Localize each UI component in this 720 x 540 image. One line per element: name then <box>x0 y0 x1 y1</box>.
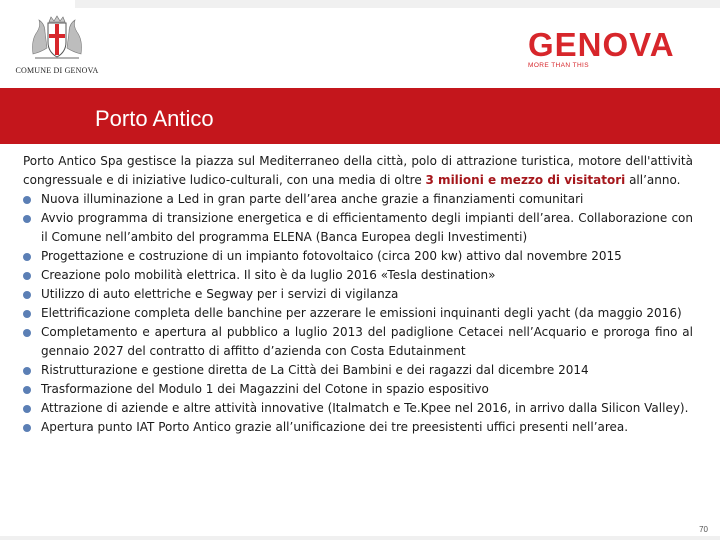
intro-text-end: all’anno. <box>625 173 681 187</box>
comune-label: COMUNE DI GENOVA <box>15 66 99 75</box>
bullet-list <box>23 190 693 437</box>
bullet-dot-icon <box>23 386 31 394</box>
header-strip <box>0 0 720 88</box>
intro-text-start: Porto Antico Spa gestisce la piazza sul Mediterraneo della città, polo di attrazione turistica, motore dell'attività congressuale e di iniziative ludico-culturali, con una media di oltre <box>23 154 693 187</box>
bullet-text: Ristrutturazione e gestione diretta de La Città dei Bambini e dei ragazzi dal dicembre 2014 <box>41 363 589 377</box>
bullet-dot-icon <box>23 329 31 337</box>
bullet-item <box>23 323 693 361</box>
bullet-text: Trasformazione del Modulo 1 dei Magazzini del Cotone in spazio espositivo <box>41 382 489 396</box>
bullet-text: Apertura punto IAT Porto Antico grazie all’unificazione dei tre preesistenti uffici presenti nell’area. <box>41 420 629 434</box>
bullet-text: Utilizzo di auto elettriche e Segway per i servizi di vigilanza <box>41 287 399 301</box>
bullet-item <box>23 285 693 304</box>
bullet-dot-icon <box>23 424 31 432</box>
bullet-text: Completamento e apertura al pubblico a luglio 2013 del padiglione Cetacei nell’Acquario e proroga fino al gennaio 2027 del contratto di affitto d’azienda con Costa Edutainment <box>41 325 693 358</box>
bullet-dot-icon <box>23 291 31 299</box>
bullet-item <box>23 247 693 266</box>
bullet-item <box>23 304 693 323</box>
bullet-item <box>23 361 693 380</box>
title-band <box>0 88 720 144</box>
bullet-item <box>23 418 693 437</box>
bullet-item <box>23 266 693 285</box>
header-top-rule <box>75 0 720 8</box>
page-number: 70 <box>699 525 708 534</box>
bullet-dot-icon <box>23 253 31 261</box>
bullet-text: Attrazione di aziende e altre attività innovative (Italmatch e Te.Kpee nel 2016, in arrivo dalla Silicon Valley). <box>41 401 689 415</box>
footer-rule <box>0 536 720 540</box>
bullet-item <box>23 209 693 247</box>
genova-logo-text: GENOVA <box>528 26 675 63</box>
bullet-item <box>23 399 693 418</box>
bullet-item <box>23 380 693 399</box>
bullet-text: Nuova illuminazione a Led in gran parte dell’area anche grazie a finanziamenti comunitari <box>41 192 584 206</box>
bullet-dot-icon <box>23 272 31 280</box>
genova-brand-logo <box>528 26 708 70</box>
bullet-dot-icon <box>23 310 31 318</box>
comune-di-genova-logo <box>12 14 102 80</box>
bullet-dot-icon <box>23 405 31 413</box>
bullet-item <box>23 190 693 209</box>
slide-body <box>23 152 693 437</box>
bullet-text: Creazione polo mobilità elettrica. Il sito è da luglio 2016 «Tesla destination» <box>41 268 496 282</box>
bullet-dot-icon <box>23 367 31 375</box>
bullet-dot-icon <box>23 196 31 204</box>
genova-tagline: MORE THAN THIS <box>528 62 589 69</box>
visitors-highlight: 3 milioni e mezzo di visitatori <box>425 173 626 187</box>
bullet-text: Avvio programma di transizione energetica e di efficientamento degli impianti dell’area. Collaborazione con il Comune nell’ambito del programma ELENA (Banca Europea degli Investimenti) <box>41 211 693 244</box>
coat-of-arms-icon <box>27 14 87 64</box>
bullet-dot-icon <box>23 215 31 223</box>
bullet-text: Elettrificazione completa delle banchine per azzerare le emissioni inquinanti degli yacht (da maggio 2016) <box>41 306 682 320</box>
bullet-text: Progettazione e costruzione di un impianto fotovoltaico (circa 200 kw) attivo dal novembre 2015 <box>41 249 622 263</box>
intro-paragraph <box>23 152 693 190</box>
slide-title: Porto Antico <box>95 106 214 131</box>
